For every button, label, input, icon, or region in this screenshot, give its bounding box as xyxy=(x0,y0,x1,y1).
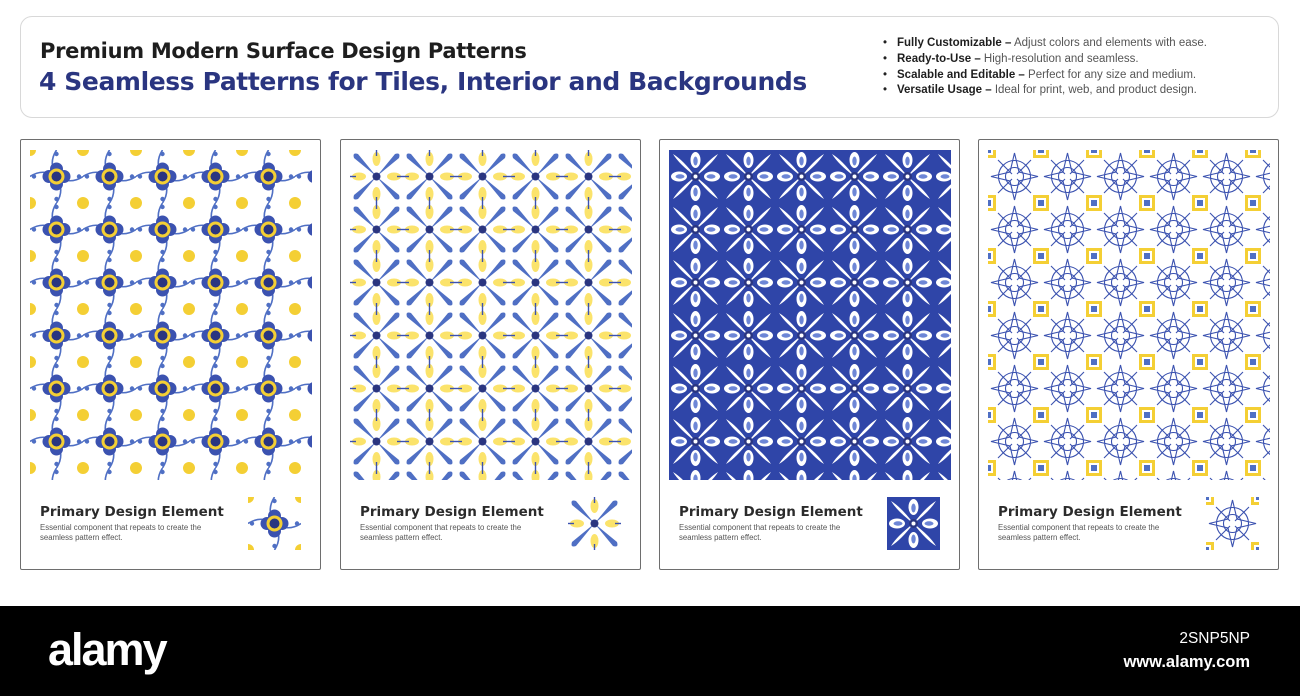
header-panel xyxy=(20,16,1279,118)
pattern-card-1[interactable] xyxy=(20,139,321,570)
bullet-icon: • xyxy=(883,68,888,81)
page-title: Premium Modern Surface Design Patterns xyxy=(40,39,527,63)
card-description: Essential component that repeats to create the seamless pattern effect. xyxy=(40,523,202,542)
primary-element-icon xyxy=(568,497,621,550)
card-title: Primary Design Element xyxy=(360,504,544,520)
card-description: Essential component that repeats to create the seamless pattern effect. xyxy=(679,523,841,542)
pattern-preview-2 xyxy=(350,150,632,480)
website-link[interactable]: www.alamy.com xyxy=(1123,653,1250,671)
feature-item: • Scalable and Editable – Perfect for any size and medium. xyxy=(883,68,1207,84)
card-title: Primary Design Element xyxy=(998,504,1182,520)
feature-list xyxy=(883,36,1207,99)
feature-item: • Fully Customizable – Adjust colors and elements with ease. xyxy=(883,36,1207,52)
card-title: Primary Design Element xyxy=(40,504,224,520)
footer-bar xyxy=(0,606,1300,696)
pattern-preview-1 xyxy=(30,150,312,480)
pattern-card-2[interactable] xyxy=(340,139,641,570)
bullet-icon: • xyxy=(883,52,888,65)
card-description: Essential component that repeats to create the seamless pattern effect. xyxy=(998,523,1160,542)
pattern-preview-4 xyxy=(988,150,1270,480)
pattern-preview-3 xyxy=(669,150,951,480)
primary-element-icon xyxy=(887,497,940,550)
bullet-icon: • xyxy=(883,84,888,97)
pattern-card-4[interactable] xyxy=(978,139,1279,570)
primary-element-icon xyxy=(248,497,301,550)
page-subtitle: 4 Seamless Patterns for Tiles, Interior and Backgrounds xyxy=(39,67,807,96)
feature-item: • Versatile Usage – Ideal for print, web, and product design. xyxy=(883,83,1207,99)
bullet-icon: • xyxy=(883,37,888,49)
pattern-card-3[interactable] xyxy=(659,139,960,570)
card-title: Primary Design Element xyxy=(679,504,863,520)
primary-element-icon xyxy=(1206,497,1259,550)
image-id: 2SNP5NP xyxy=(1179,630,1250,647)
card-description: Essential component that repeats to create the seamless pattern effect. xyxy=(360,523,522,542)
alamy-logo[interactable]: alamy xyxy=(48,624,166,675)
feature-item: • Ready-to-Use – High-resolution and seamless. xyxy=(883,52,1207,68)
